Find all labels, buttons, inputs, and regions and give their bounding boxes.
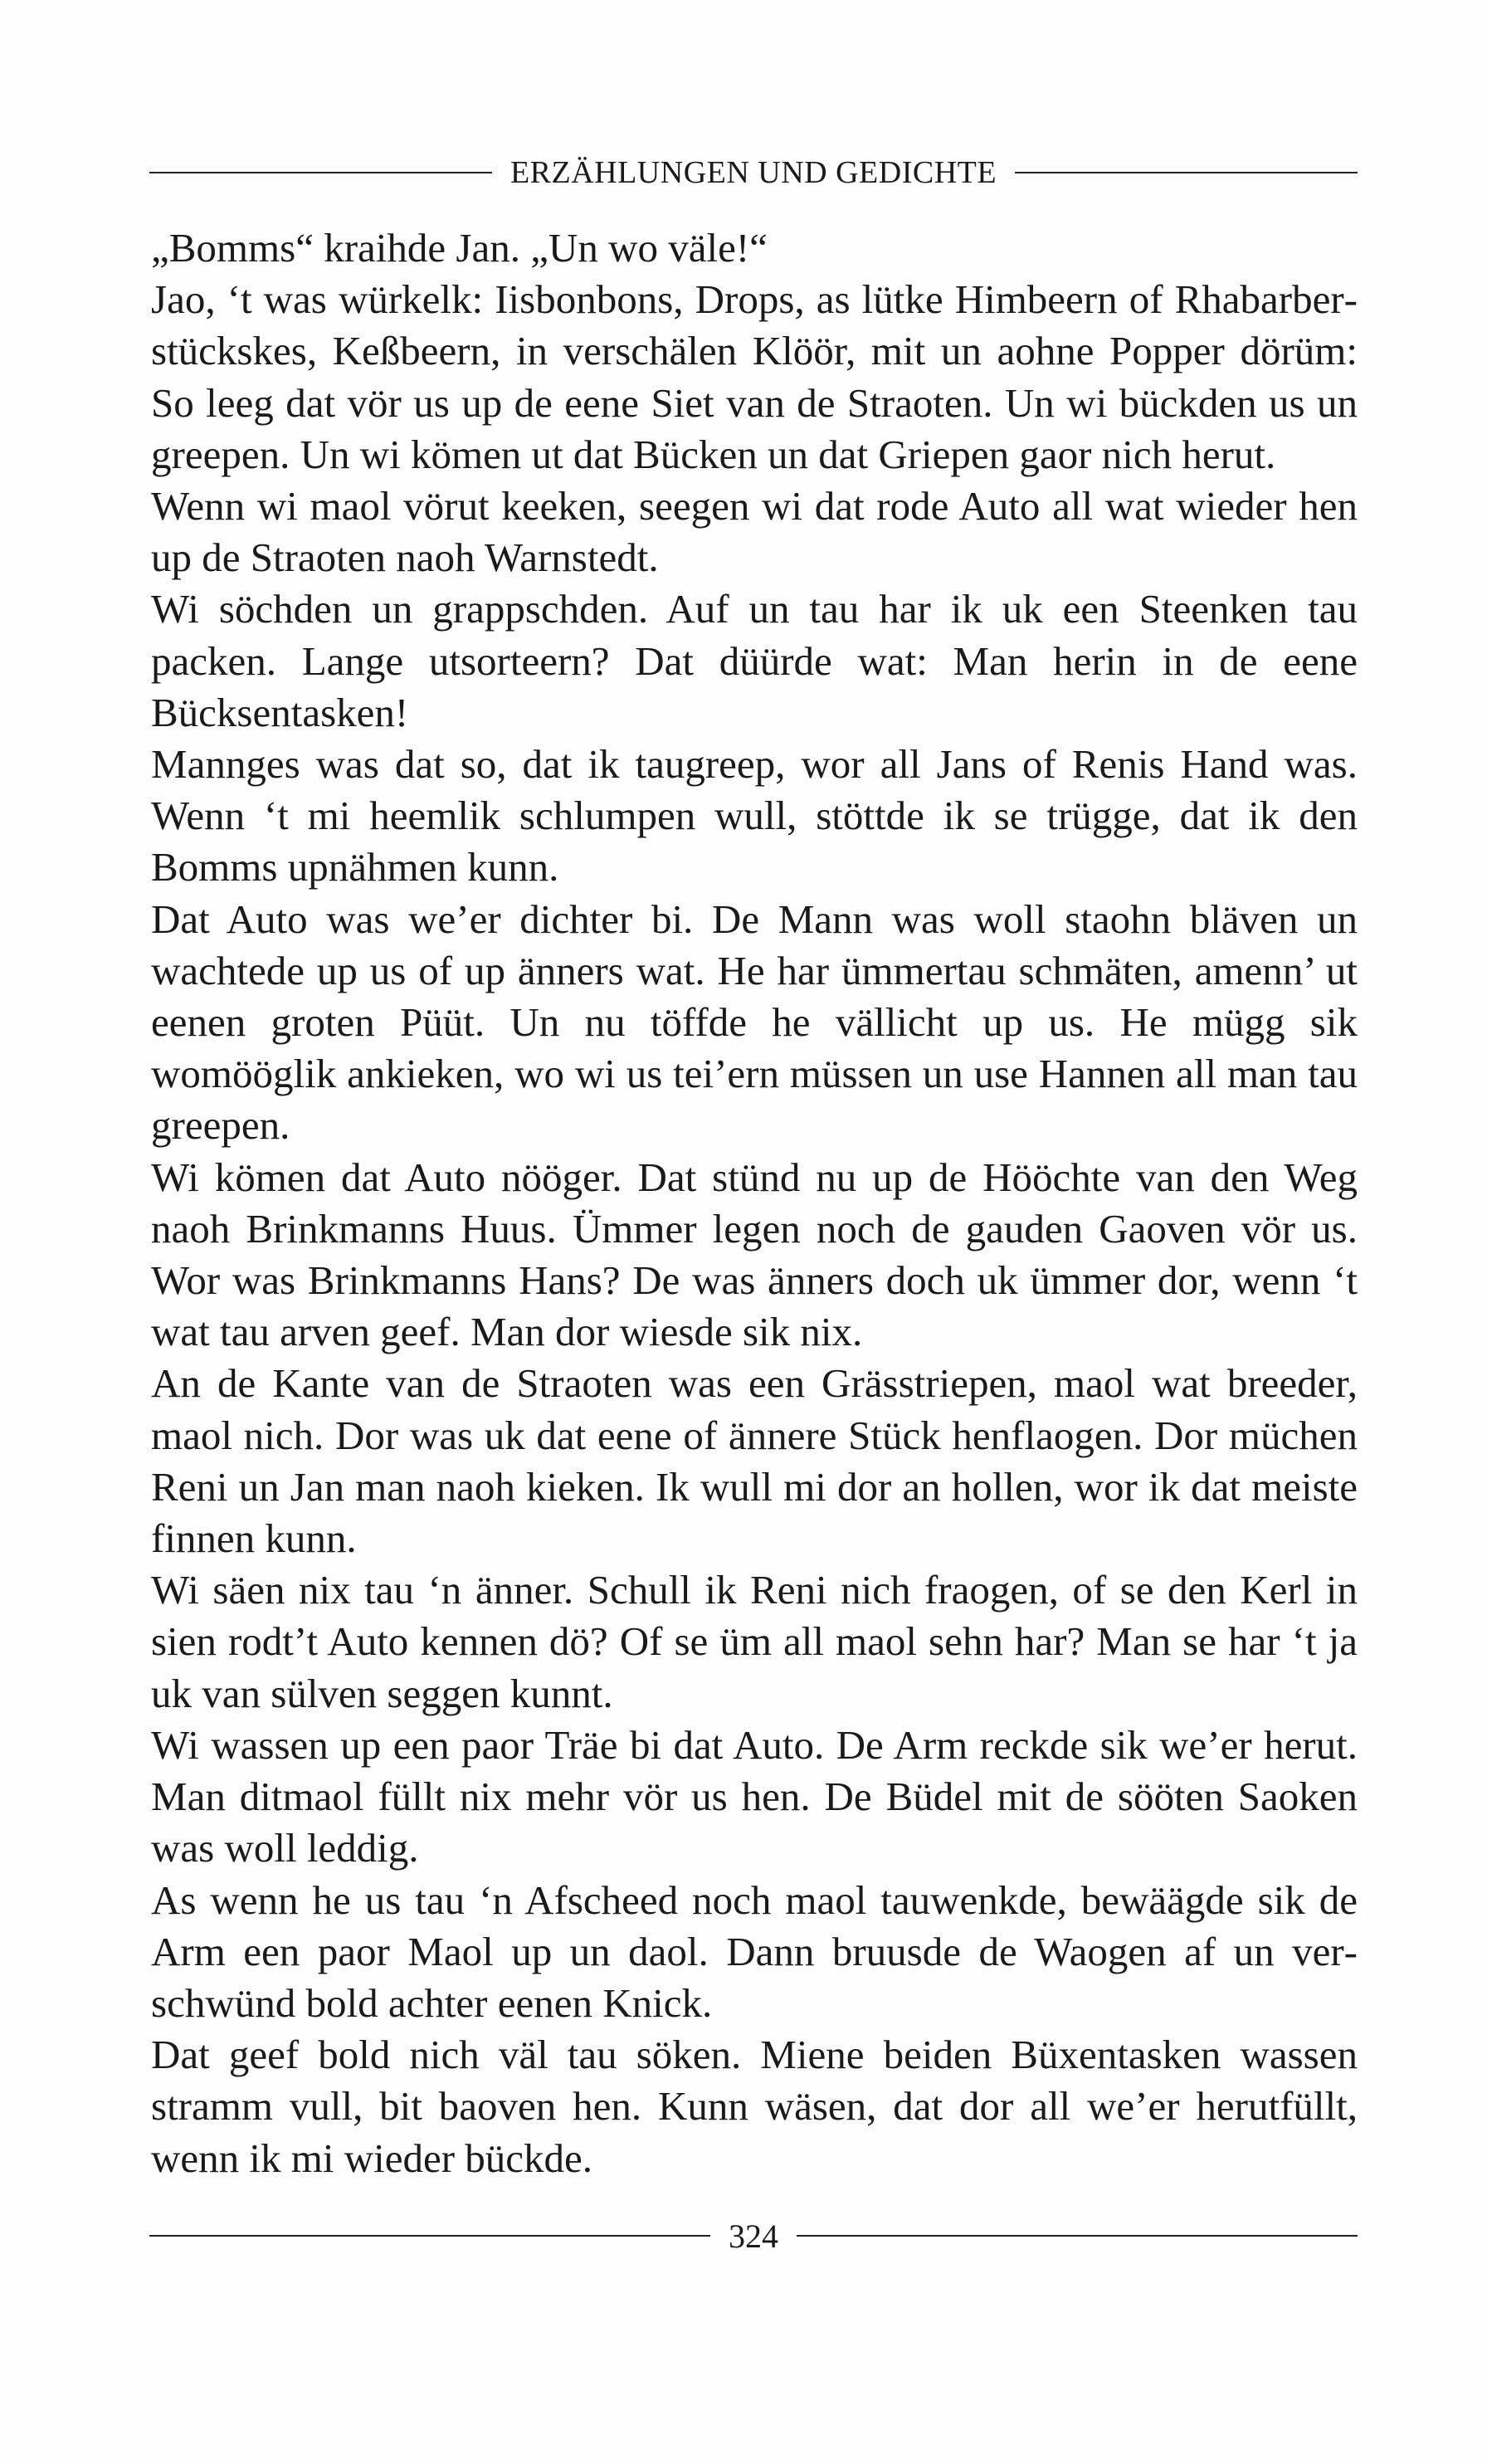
paragraph: Wenn wi maol vörut keeken, seegen wi dat rode Auto all wat wieder hen up de Straoten naoh Warnstedt. [151, 483, 1358, 581]
header-rule-right [1015, 172, 1358, 173]
running-head [149, 148, 1358, 198]
paragraph: As wenn he us tau ‘n Afscheed noch maol tauwenkde, bewäägde sik de Arm een paor Maol up un daol. Dann bruusde de Waogen af un verschwünd bold achter eenen Knick. [151, 1876, 1358, 2026]
paragraph: Dat Auto was we’er dichter bi. De Mann was woll staohn bläven un wachtede up us of up änners wat. He har ümmertau schmäten, amenn’ ut eenen groten Püüt. Un nu töffde he vällicht up us. He mügg sik womööglik ankieken, wo wi us tei’ern müssen un use Hannen all man tau greepen. [151, 895, 1358, 1149]
paragraph: Wi säen nix tau ‘n änner. Schull ik Reni nich fraogen, of se den Kerl in sien rodt’t Auto kennen dö? Of se üm all maol sehn har? Man se har ‘t ja uk van sülven seggen kunnt. [151, 1567, 1358, 1716]
page-footer [149, 2211, 1358, 2261]
footer-rule-right [797, 2235, 1358, 2237]
paragraph: „Bomms“ kraihde Jan. „Un wo väle!“ [151, 225, 768, 271]
footer-rule-left [149, 2235, 710, 2237]
paragraph: Wi kömen dat Auto nööger. Dat stünd nu up de Hööchte van den Weg naoh Brinkmanns Huus. Ümmer legen noch de gauden Gaoven vör us. Wor was Brinkmanns Hans? De was änners doch uk ümmer dor, wenn ‘t wat tau arven geef. Man dor wiesde sik nix. [151, 1154, 1358, 1355]
paragraph: Wi wassen up een paor Träe bi dat Auto. De Arm reckde sik we’er herut. Man ditmaol füllt nix mehr vör us hen. De Büdel mit de sööten Saoken was woll leddig. [151, 1721, 1358, 1871]
story-text [151, 222, 1358, 2184]
paragraph: Wi söchden un grappschden. Auf un tau har ik uk een Steenken tau packen. Lange utsorteern? Dat düürde wat: Man herin in de eene Bücksentasken! [151, 586, 1358, 735]
paragraph: Mannges was dat so, dat ik taugreep, wor all Jans of Renis Hand was. Wenn ‘t mi heemlik schlumpen wull, stöttde ik se trügge, dat ik den Bomms upnähmen kunn. [151, 741, 1358, 890]
running-head-title: ERZÄHLUNGEN UND GEDICHTE [509, 155, 997, 190]
paragraph: Jao, ‘t was würkelk: Iisbonbons, Drops, as lütke Himbeern of Rhabarberstückskes, Keßbeern, in verschälen Klöör, mit un aohne Popper dörüm: So leeg dat vör us up de eene Siet van de Straoten. Un wi bückden us un greepen. Un wi kömen ut dat Bücken un dat Griepen gaor nich herut. [151, 276, 1358, 477]
header-rule-left [149, 172, 492, 173]
page-number: 324 [729, 2217, 778, 2255]
paragraph: Dat geef bold nich väl tau söken. Miene beiden Büxentasken wassen stramm vull, bit baoven hen. Kunn wäsen, dat dor all we’er herutfüllt, wenn ik mi wieder bückde. [151, 2032, 1358, 2181]
paragraph: An de Kante van de Straoten was een Grässtriepen, maol wat breeder, maol nich. Dor was uk dat eene of ännere Stück henflaogen. Dor müchen Reni un Jan man naoh kieken. Ik wull mi dor an hollen, wor ik dat meiste finnen kunn. [151, 1360, 1358, 1562]
